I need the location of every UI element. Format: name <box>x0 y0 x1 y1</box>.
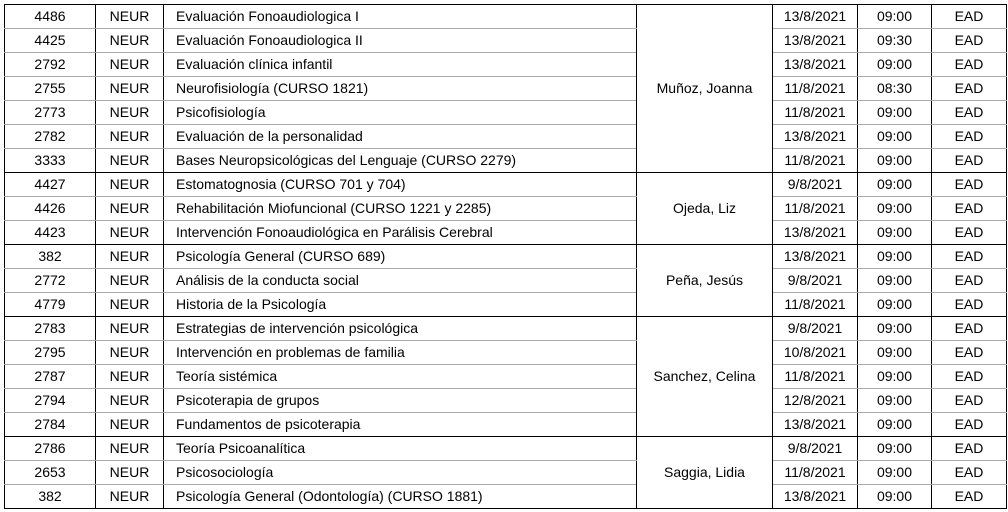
exam-time-cell: 09:00 <box>858 197 932 221</box>
department-cell: NEUR <box>96 221 164 245</box>
course-code-cell: 2653 <box>5 461 96 485</box>
exam-date-cell: 11/8/2021 <box>773 365 858 389</box>
exam-date-cell: 13/8/2021 <box>773 5 858 29</box>
course-code-cell: 4427 <box>5 173 96 197</box>
course-code-cell: 4486 <box>5 5 96 29</box>
exam-schedule-table <box>4 4 1007 509</box>
department-cell: NEUR <box>96 269 164 293</box>
table-row <box>5 485 1007 509</box>
course-code-cell: 2772 <box>5 269 96 293</box>
department-cell: NEUR <box>96 461 164 485</box>
exam-date-cell: 13/8/2021 <box>773 413 858 437</box>
modality-cell: EAD <box>932 77 1007 101</box>
modality-cell: EAD <box>932 53 1007 77</box>
exam-time-cell: 09:00 <box>858 269 932 293</box>
table-row <box>5 461 1007 485</box>
modality-cell: EAD <box>932 101 1007 125</box>
course-code-cell: 2773 <box>5 101 96 125</box>
course-code-cell: 4779 <box>5 293 96 317</box>
subject-cell: Historia de la Psicología <box>164 293 637 317</box>
professor-cell: Ojeda, Liz <box>637 173 773 245</box>
exam-time-cell: 09:00 <box>858 293 932 317</box>
subject-cell: Evaluación clínica infantil <box>164 53 637 77</box>
table-row <box>5 77 1007 101</box>
course-code-cell: 2787 <box>5 365 96 389</box>
table-row <box>5 149 1007 173</box>
course-code-cell: 4423 <box>5 221 96 245</box>
table-row <box>5 437 1007 461</box>
exam-time-cell: 09:00 <box>858 485 932 509</box>
department-cell: NEUR <box>96 53 164 77</box>
exam-date-cell: 9/8/2021 <box>773 269 858 293</box>
course-code-cell: 2755 <box>5 77 96 101</box>
exam-date-cell: 13/8/2021 <box>773 485 858 509</box>
department-cell: NEUR <box>96 413 164 437</box>
table-row <box>5 389 1007 413</box>
table-row <box>5 101 1007 125</box>
department-cell: NEUR <box>96 437 164 461</box>
subject-cell: Evaluación de la personalidad <box>164 125 637 149</box>
exam-date-cell: 13/8/2021 <box>773 125 858 149</box>
exam-date-cell: 11/8/2021 <box>773 461 858 485</box>
department-cell: NEUR <box>96 317 164 341</box>
exam-time-cell: 09:00 <box>858 5 932 29</box>
exam-date-cell: 11/8/2021 <box>773 197 858 221</box>
exam-date-cell: 13/8/2021 <box>773 245 858 269</box>
subject-cell: Estrategias de intervención psicológica <box>164 317 637 341</box>
subject-cell: Psicosociología <box>164 461 637 485</box>
table-row <box>5 269 1007 293</box>
exam-date-cell: 9/8/2021 <box>773 317 858 341</box>
professor-cell: Muñoz, Joanna <box>637 5 773 173</box>
table-row <box>5 221 1007 245</box>
modality-cell: EAD <box>932 149 1007 173</box>
modality-cell: EAD <box>932 221 1007 245</box>
subject-cell: Fundamentos de psicoterapia <box>164 413 637 437</box>
modality-cell: EAD <box>932 269 1007 293</box>
subject-cell: Intervención en problemas de familia <box>164 341 637 365</box>
professor-cell: Peña, Jesús <box>637 245 773 317</box>
exam-time-cell: 09:00 <box>858 341 932 365</box>
department-cell: NEUR <box>96 485 164 509</box>
course-code-cell: 2782 <box>5 125 96 149</box>
exam-time-cell: 09:00 <box>858 125 932 149</box>
department-cell: NEUR <box>96 365 164 389</box>
exam-date-cell: 13/8/2021 <box>773 221 858 245</box>
exam-time-cell: 09:30 <box>858 29 932 53</box>
department-cell: NEUR <box>96 77 164 101</box>
exam-time-cell: 09:00 <box>858 53 932 77</box>
exam-date-cell: 10/8/2021 <box>773 341 858 365</box>
modality-cell: EAD <box>932 29 1007 53</box>
subject-cell: Rehabilitación Miofuncional (CURSO 1221 y 2285) <box>164 197 637 221</box>
modality-cell: EAD <box>932 389 1007 413</box>
course-code-cell: 382 <box>5 245 96 269</box>
exam-time-cell: 09:00 <box>858 365 932 389</box>
modality-cell: EAD <box>932 461 1007 485</box>
table-row <box>5 5 1007 29</box>
table-row <box>5 365 1007 389</box>
modality-cell: EAD <box>932 245 1007 269</box>
department-cell: NEUR <box>96 101 164 125</box>
course-code-cell: 382 <box>5 485 96 509</box>
table-row <box>5 125 1007 149</box>
exam-time-cell: 09:00 <box>858 245 932 269</box>
exam-date-cell: 13/8/2021 <box>773 53 858 77</box>
modality-cell: EAD <box>932 317 1007 341</box>
department-cell: NEUR <box>96 293 164 317</box>
exam-time-cell: 09:00 <box>858 317 932 341</box>
course-code-cell: 2786 <box>5 437 96 461</box>
exam-date-cell: 9/8/2021 <box>773 437 858 461</box>
subject-cell: Psicología General (Odontología) (CURSO 1881) <box>164 485 637 509</box>
table-row <box>5 341 1007 365</box>
subject-cell: Intervención Fonoaudiológica en Parálisis Cerebral <box>164 221 637 245</box>
course-code-cell: 2792 <box>5 53 96 77</box>
exam-date-cell: 11/8/2021 <box>773 149 858 173</box>
table-row <box>5 29 1007 53</box>
modality-cell: EAD <box>932 293 1007 317</box>
department-cell: NEUR <box>96 5 164 29</box>
department-cell: NEUR <box>96 389 164 413</box>
subject-cell: Bases Neuropsicológicas del Lenguaje (CURSO 2279) <box>164 149 637 173</box>
modality-cell: EAD <box>932 173 1007 197</box>
subject-cell: Evaluación Fonoaudiologica I <box>164 5 637 29</box>
exam-time-cell: 08:30 <box>858 77 932 101</box>
subject-cell: Neurofisiología (CURSO 1821) <box>164 77 637 101</box>
exam-date-cell: 9/8/2021 <box>773 173 858 197</box>
modality-cell: EAD <box>932 197 1007 221</box>
exam-time-cell: 09:00 <box>858 413 932 437</box>
department-cell: NEUR <box>96 29 164 53</box>
course-code-cell: 2794 <box>5 389 96 413</box>
table-row <box>5 197 1007 221</box>
professor-cell: Sanchez, Celina <box>637 317 773 437</box>
subject-cell: Psicofisiología <box>164 101 637 125</box>
table-row <box>5 245 1007 269</box>
exam-time-cell: 09:00 <box>858 389 932 413</box>
exam-time-cell: 09:00 <box>858 437 932 461</box>
subject-cell: Estomatognosia (CURSO 701 y 704) <box>164 173 637 197</box>
department-cell: NEUR <box>96 173 164 197</box>
exam-date-cell: 13/8/2021 <box>773 29 858 53</box>
course-code-cell: 2795 <box>5 341 96 365</box>
exam-date-cell: 11/8/2021 <box>773 293 858 317</box>
table-row <box>5 293 1007 317</box>
exam-time-cell: 09:00 <box>858 221 932 245</box>
exam-date-cell: 11/8/2021 <box>773 101 858 125</box>
subject-cell: Psicoterapia de grupos <box>164 389 637 413</box>
course-code-cell: 4426 <box>5 197 96 221</box>
subject-cell: Teoría Psicoanalítica <box>164 437 637 461</box>
department-cell: NEUR <box>96 245 164 269</box>
exam-time-cell: 09:00 <box>858 101 932 125</box>
course-code-cell: 2784 <box>5 413 96 437</box>
exam-date-cell: 11/8/2021 <box>773 77 858 101</box>
modality-cell: EAD <box>932 413 1007 437</box>
table-row <box>5 173 1007 197</box>
exam-time-cell: 09:00 <box>858 461 932 485</box>
modality-cell: EAD <box>932 341 1007 365</box>
course-code-cell: 4425 <box>5 29 96 53</box>
modality-cell: EAD <box>932 5 1007 29</box>
subject-cell: Análisis de la conducta social <box>164 269 637 293</box>
modality-cell: EAD <box>932 437 1007 461</box>
department-cell: NEUR <box>96 197 164 221</box>
modality-cell: EAD <box>932 125 1007 149</box>
table-row <box>5 413 1007 437</box>
modality-cell: EAD <box>932 485 1007 509</box>
exam-date-cell: 12/8/2021 <box>773 389 858 413</box>
table-row <box>5 53 1007 77</box>
department-cell: NEUR <box>96 149 164 173</box>
subject-cell: Teoría sistémica <box>164 365 637 389</box>
course-code-cell: 2783 <box>5 317 96 341</box>
modality-cell: EAD <box>932 365 1007 389</box>
department-cell: NEUR <box>96 125 164 149</box>
subject-cell: Psicología General (CURSO 689) <box>164 245 637 269</box>
exam-time-cell: 09:00 <box>858 149 932 173</box>
table-row <box>5 317 1007 341</box>
professor-cell: Saggia, Lidia <box>637 437 773 509</box>
subject-cell: Evaluación Fonoaudiologica II <box>164 29 637 53</box>
department-cell: NEUR <box>96 341 164 365</box>
exam-time-cell: 09:00 <box>858 173 932 197</box>
course-code-cell: 3333 <box>5 149 96 173</box>
